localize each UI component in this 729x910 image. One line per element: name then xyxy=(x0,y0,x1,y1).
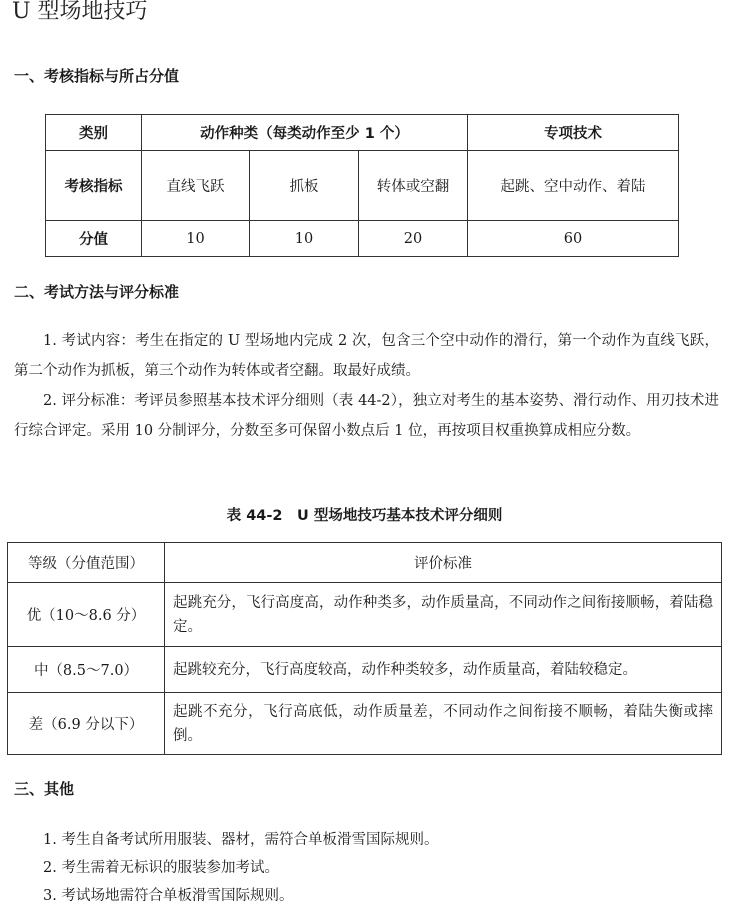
header-special-skills: 专项技术 xyxy=(468,115,679,151)
header-grade: 等级（分值范围） xyxy=(8,543,165,583)
scoring-standard-paragraph: 2. 评分标准：考评员参照基本技术评分细则（表 44-2），独立对考生的基本姿势、滑行动作、用刃技术进行综合评定。采用 10 分制评分，分数至多可保留小数点后 1 位，再按项目权重换算成相应分数。 xyxy=(14,393,719,439)
header-action-types: 动作种类（每类动作至少 1 个） xyxy=(142,115,468,151)
grade-cell: 优（10～8.6 分） xyxy=(8,583,165,647)
section-3-list xyxy=(14,826,719,910)
criteria-cell: 起跳较充分，飞行高度较高，动作种类较多，动作质量高，着陆较稳定。 xyxy=(165,647,722,693)
page-title: U 型场地技巧 xyxy=(12,0,148,24)
indicator-label: 考核指标 xyxy=(46,151,142,221)
section-2-body xyxy=(14,326,719,446)
score-cell: 10 xyxy=(142,221,250,257)
table-2-caption: 表 44-2 U 型场地技巧基本技术评分细则 xyxy=(226,508,503,524)
section-2-heading: 二、考试方法与评分标准 xyxy=(14,283,180,301)
section-3-heading: 三、其他 xyxy=(14,780,75,798)
score-table-score-row xyxy=(46,221,679,257)
score-cell: 20 xyxy=(359,221,468,257)
score-cell: 60 xyxy=(468,221,679,257)
grade-cell: 中（8.5～7.0） xyxy=(8,647,165,693)
table-row xyxy=(8,647,722,693)
score-table xyxy=(45,114,679,257)
indicator-cell: 起跳、空中动作、着陆 xyxy=(468,151,679,221)
grading-criteria-table xyxy=(7,542,722,755)
list-item: 2. 考生需着无标识的服装参加考试。 xyxy=(43,860,279,876)
list-item: 1. 考生自备考试所用服装、器材，需符合单板滑雪国际规则。 xyxy=(43,832,439,848)
section-1-heading: 一、考核指标与所占分值 xyxy=(14,67,180,85)
indicator-cell: 直线飞跃 xyxy=(142,151,250,221)
table-row xyxy=(8,583,722,647)
score-table-header-row xyxy=(46,115,679,151)
criteria-cell: 起跳充分，飞行高度高，动作种类多，动作质量高，不同动作之间衔接顺畅，着陆稳定。 xyxy=(165,583,722,647)
score-label: 分值 xyxy=(46,221,142,257)
header-category: 类别 xyxy=(46,115,142,151)
grade-cell: 差（6.9 分以下） xyxy=(8,693,165,755)
exam-content-paragraph: 1. 考试内容：考生在指定的 U 型场地内完成 2 次，包含三个空中动作的滑行，第一个动作为直线飞跃，第二个动作为抓板，第三个动作为转体或者空翻。取最好成绩。 xyxy=(14,333,719,379)
indicator-cell: 转体或空翻 xyxy=(359,151,468,221)
header-criteria: 评价标准 xyxy=(165,543,722,583)
criteria-cell: 起跳不充分，飞行高底低，动作质量差，不同动作之间衔接不顺畅，着陆失衡或摔倒。 xyxy=(165,693,722,755)
table-row xyxy=(8,693,722,755)
indicator-cell: 抓板 xyxy=(250,151,359,221)
score-cell: 10 xyxy=(250,221,359,257)
score-table-indicator-row xyxy=(46,151,679,221)
list-item: 3. 考试场地需符合单板滑雪国际规则。 xyxy=(43,888,294,904)
grading-table-header-row xyxy=(8,543,722,583)
